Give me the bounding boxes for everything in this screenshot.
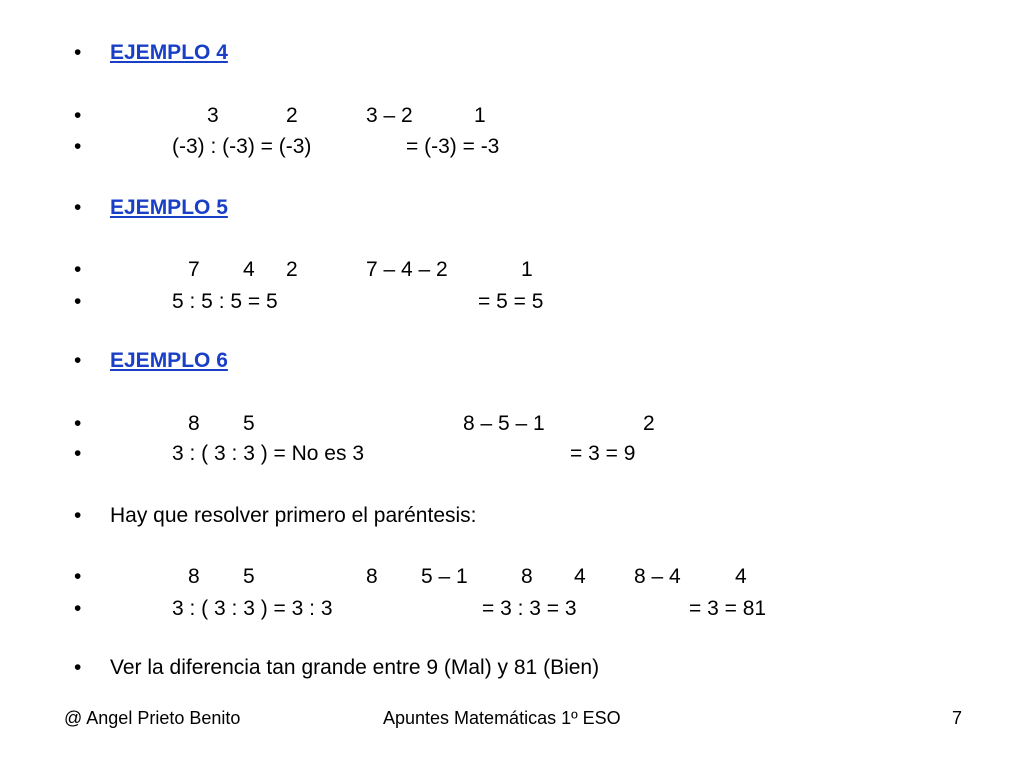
- bullet-icon: •: [74, 349, 82, 372]
- solution-result: = 3 = 81: [689, 597, 767, 620]
- ejemplo-4-heading: EJEMPLO 4: [110, 41, 228, 64]
- bullet-icon: •: [74, 412, 82, 435]
- bullet-icon: •: [74, 104, 82, 127]
- bullet-icon: •: [74, 41, 82, 64]
- bullet-icon: •: [74, 196, 82, 219]
- ejemplo-5-heading: EJEMPLO 5: [110, 196, 228, 219]
- bullet-icon: •: [74, 258, 82, 281]
- ejemplo-5-result: = 5 = 5: [478, 290, 544, 313]
- bullet-icon: •: [74, 504, 82, 527]
- footer-course: Apuntes Matemáticas 1º ESO: [383, 708, 621, 728]
- ejemplo-5-exponent: 1: [521, 258, 533, 281]
- footer-page-number: 7: [952, 708, 963, 728]
- solution-exponent: 5: [243, 565, 255, 588]
- solution-exponent: 8 – 4: [634, 565, 681, 588]
- solution-exponent: 8: [521, 565, 533, 588]
- bullet-icon: •: [74, 442, 82, 465]
- footer-author: @ Angel Prieto Benito: [64, 708, 241, 728]
- solution-exponent: 8: [366, 565, 378, 588]
- ejemplo-4-exponent: 1: [474, 104, 486, 127]
- bullet-icon: •: [74, 656, 82, 679]
- ejemplo-5-exponent: 7 – 4 – 2: [366, 258, 448, 281]
- ejemplo-4-result: = (-3) = -3: [406, 135, 500, 158]
- ejemplo-5-exponent: 2: [286, 258, 298, 281]
- ejemplo-6-result: = 3 = 9: [570, 442, 636, 465]
- ejemplo-4-exponent: 3: [207, 104, 219, 127]
- ejemplo-6-exponent: 8 – 5 – 1: [463, 412, 545, 435]
- ejemplo-4-exponent: 2: [286, 104, 298, 127]
- ejemplo-6-exponent: 2: [643, 412, 655, 435]
- ejemplo-6-equation: 3 : ( 3 : 3 ) = No es 3: [172, 442, 365, 465]
- bullet-icon: •: [74, 565, 82, 588]
- solution-exponent: 8: [188, 565, 200, 588]
- solution-exponent: 4: [574, 565, 586, 588]
- ejemplo-4-exponent: 3 – 2: [366, 104, 413, 127]
- solution-exponent: 4: [735, 565, 747, 588]
- ejemplo-5-exponent: 4: [243, 258, 255, 281]
- bullet-icon: •: [74, 135, 82, 158]
- solution-exponent: 5 – 1: [421, 565, 468, 588]
- ejemplo-4-equation: (-3) : (-3) = (-3): [172, 135, 312, 158]
- ejemplo-5-equation: 5 : 5 : 5 = 5: [172, 290, 278, 313]
- note-difference: Ver la diferencia tan grande entre 9 (Mal) y 81 (Bien): [110, 656, 600, 679]
- ejemplo-6-exponent: 8: [188, 412, 200, 435]
- bullet-icon: •: [74, 597, 82, 620]
- ejemplo-5-exponent: 7: [188, 258, 200, 281]
- solution-step: = 3 : 3 = 3: [482, 597, 577, 620]
- note-parentheses: Hay que resolver primero el paréntesis:: [110, 504, 477, 527]
- bullet-icon: •: [74, 290, 82, 313]
- ejemplo-6-exponent: 5: [243, 412, 255, 435]
- solution-equation: 3 : ( 3 : 3 ) = 3 : 3: [172, 597, 333, 620]
- ejemplo-6-heading: EJEMPLO 6: [110, 349, 228, 372]
